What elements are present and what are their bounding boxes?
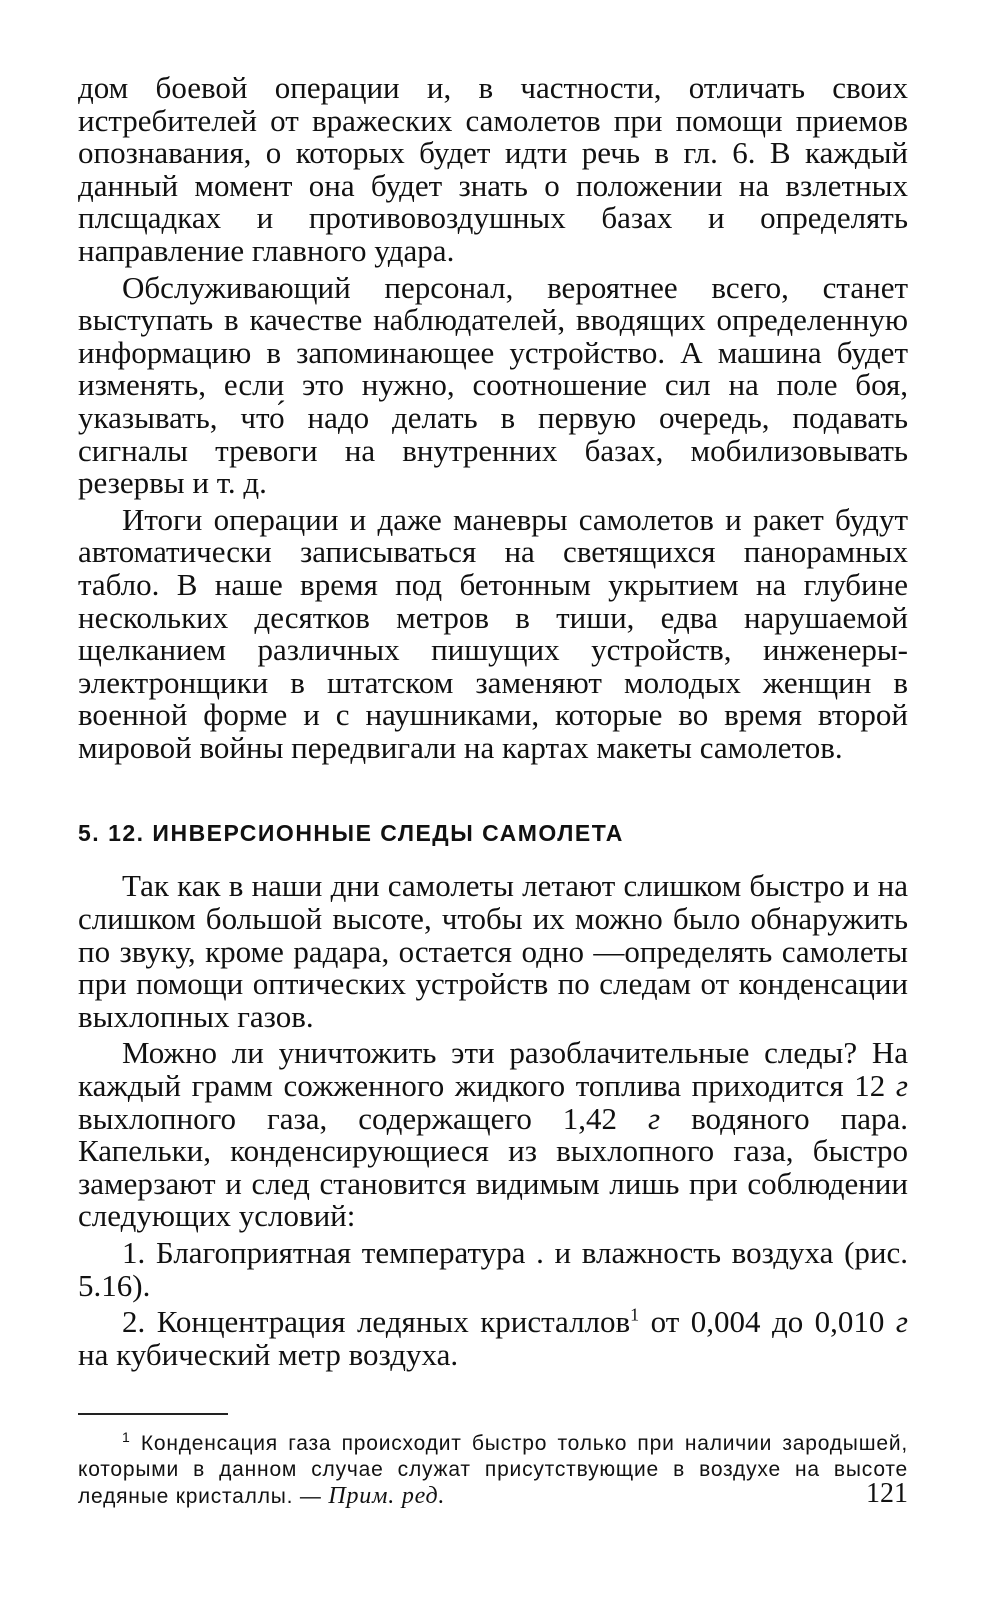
section-paragraph-2-part-c: водяного пара. Капельки, конденсирующиеся из выхлопного газа, быстро замерзают и след становится видимым лишь при соблюдении следующих условий: bbox=[78, 1100, 908, 1234]
footnote-text: Конденсация газа происходит быстро только при наличии зародышей, которыми в данном случае служат присутствующие в воздухе на высоте ледяные кристаллы. — bbox=[78, 1432, 908, 1509]
list-item-2 bbox=[78, 1306, 908, 1371]
page-body bbox=[78, 72, 908, 1510]
footnote bbox=[78, 1431, 908, 1510]
paragraph-2: Обслуживающий персонал, вероятнее всего, станет выступать в качестве наблюдателей, вводящих определенную информацию в запоминающее устройство. А машина будет изменять, если это нужно, соотношение сил на поле боя, указывать, что́ надо делать в первую очередь, подавать сигналы тревоги на внутренних базах, мобилизовывать резервы и т. д. bbox=[78, 269, 908, 501]
unit-gram-2: г bbox=[648, 1100, 661, 1136]
section-paragraph-2-part-b: выхлопного газа, содержащего 1,42 bbox=[78, 1100, 649, 1136]
list-item-2-part-c: на кубический метр воздуха. bbox=[78, 1336, 459, 1372]
list-item-2-part-a: 2. Концентрация ледяных кристаллов bbox=[122, 1304, 631, 1340]
page-number: 121 bbox=[866, 1478, 908, 1509]
section-paragraph-1: Так как в наши дни самолеты летают слишком быстро и на слишком большой высоте, чтобы их можно было обнаружить по звуку, кроме радара, остается одно —определять самолеты при помощи оптических устройств по следам от конденсации выхлопных газов. bbox=[78, 868, 908, 1034]
unit-gram-1: г bbox=[895, 1068, 908, 1104]
section-paragraph-2 bbox=[78, 1037, 908, 1233]
list-item-1: 1. Благоприятная температура . и влажность воздуха (рис. 5.16). bbox=[78, 1235, 908, 1303]
footnote-divider bbox=[78, 1413, 228, 1415]
unit-gram-3: г bbox=[895, 1304, 909, 1340]
list-item-2-part-b: от 0,004 до 0,010 bbox=[639, 1304, 896, 1340]
footnote-editor-note: Прим. ред. bbox=[328, 1483, 446, 1510]
paragraph-3: Итоги операции и даже маневры самолетов и ракет будут автоматически записываться на светящихся панорамных табло. В наше время под бетонным укрытием на глубине нескольких десятков метров в тиши, едва нарушаемой щелканием различных пишущих устройств, инженеры-электронщики в штатском заменяют молодых женщин в военной форме и с наушниками, которые во время второй мировой войны передвигали на картах макеты самолетов. bbox=[78, 501, 908, 765]
section-paragraph-2-part-a: Можно ли уничтожить эти разоблачительные следы? На каждый грамм сожженного жидкого топлива приходится 12 bbox=[78, 1035, 908, 1104]
section-heading: 5. 12. ИНВЕРСИОННЫЕ СЛЕДЫ САМОЛЕТА bbox=[78, 820, 624, 847]
footnote-mark: 1 bbox=[122, 1429, 131, 1446]
paragraph-1: дом боевой операции и, в частности, отличать своих истребителей от вражеских самолетов при помощи приемов опознавания, о которых будет идти речь в гл. 6. В каждый данный момент она будет знать о положении на взлетных плсщадках и противовоздушных базах и определять направление главного удара. bbox=[78, 70, 908, 268]
footnote-reference[interactable]: 1 bbox=[630, 1304, 640, 1325]
